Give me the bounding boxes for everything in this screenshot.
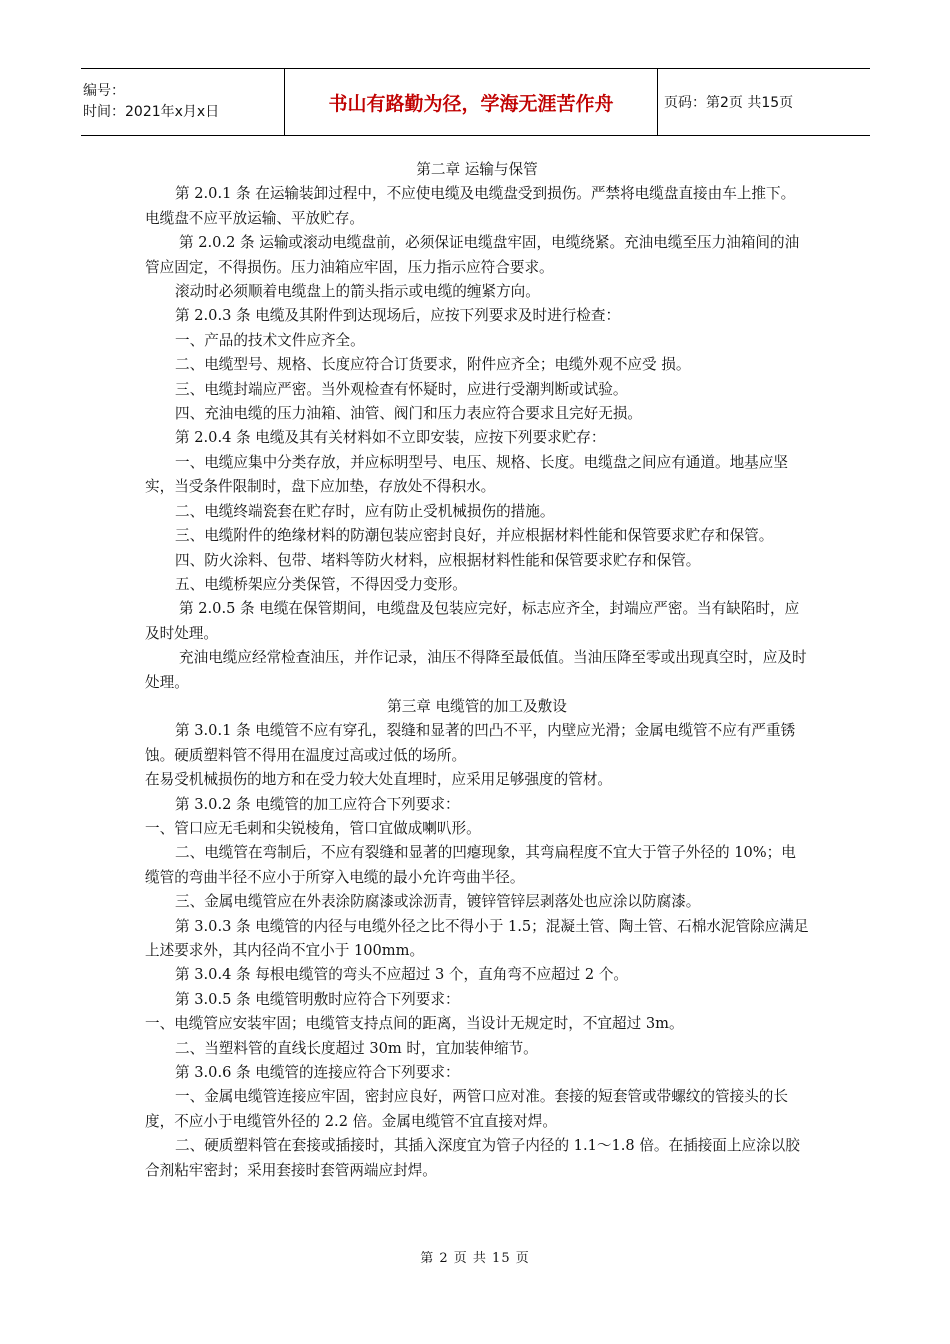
paragraph: 三、电缆封端应严密。当外观检查有怀疑时，应进行受潮判断或试验。 (175, 380, 628, 398)
paragraph: 三、金属电缆管应在外表涂防腐漆或涂沥青，镀锌管锌层剥落处也应涂以防腐漆。 (175, 893, 701, 911)
paragraph: 二、当塑料管的直线长度超过 30m 时，宜加装伸缩节。 (175, 1039, 538, 1057)
paragraph: 第 2.0.1 条 在运输装卸过程中，不应使电缆及电缆盘受到损伤。严禁将电缆盘直接由车上推下。电缆盘不应平放运输、平放贮存。 (145, 185, 796, 227)
paragraph: 五、电缆桥架应分类保管，不得因受力变形。 (175, 575, 467, 593)
paragraph: 第 3.0.5 条 电缆管明敷时应符合下列要求： (175, 990, 460, 1008)
document-number-label: 编号： (83, 83, 125, 99)
paragraph: 三、电缆附件的绝缘材料的防潮包装应密封良好，并应根据材料性能和保管要求贮存和保管。 (175, 527, 774, 545)
paragraph: 充油电缆应经常检查油压，并作记录，油压不得降至最低值。当油压降至零或出现真空时，应及时处理。 (145, 649, 807, 691)
paragraph: 二、硬质塑料管在套接或插接时，其插入深度宜为管子内径的 1.1～1.8 倍。在插接面上应涂以胶合剂粘牢密封；采用套接时套管两端应封焊。 (145, 1137, 800, 1179)
paragraph: 四、充油电缆的压力油箱、油管、阀门和压力表应符合要求且完好无损。 (175, 405, 643, 423)
paragraph: 二、电缆终端瓷套在贮存时，应有防止受机械损伤的措施。 (175, 502, 555, 520)
paragraph: 滚动时必须顺着电缆盘上的箭头指示或电缆的缠紧方向。 (175, 283, 540, 301)
paragraph: 二、电缆型号、规格、长度应符合订货要求，附件应齐全；电缆外观不应受 损。 (175, 356, 691, 374)
paragraph: 一、电缆应集中分类存放，并应标明型号、电压、规格、长度。电缆盘之间应有通道。地基应坚实，当受条件限制时，盘下应加垫，存放处不得积水。 (145, 453, 788, 496)
paragraph: 第 3.0.2 条 电缆管的加工应符合下列要求： (175, 795, 460, 813)
paragraph: 四、防火涂料、包带、堵料等防火材料，应根据材料性能和保管要求贮存和保管。 (175, 551, 701, 569)
document-date: 时间：2021年x月x日 (83, 104, 220, 120)
paragraph: 第 2.0.3 条 电缆及其附件到达现场后，应按下列要求及时进行检查： (175, 307, 621, 325)
document-body (145, 158, 809, 1183)
paragraph: 第 2.0.5 条 电缆在保管期间，电缆盘及包装应完好，标志应齐全，封端应严密。当有缺陷时，应及时处理。 (145, 600, 800, 642)
paragraph: 第 2.0.2 条 运输或滚动电缆盘前，必须保证电缆盘牢固，电缆绕紧。充油电缆至压力油箱间的油管应固定，不得损伤。压力油箱应牢固，压力指示应符合要求。 (145, 234, 800, 276)
paragraph: 第 3.0.3 条 电缆管的内径与电缆外径之比不得小于 1.5；混凝土管、陶土管、石棉水泥管除应满足上述要求外，其内径尚不宜小于 100mm。 (145, 917, 809, 959)
paragraph: 第 2.0.4 条 电缆及其有关材料如不立即安装，应按下列要求贮存： (175, 429, 606, 447)
paragraph: 一、金属电缆管连接应牢固，密封应良好，两管口应对准。套接的短套管或带螺纹的管接头的长度，不应小于电缆管外径的 2.2 倍。金属电缆管不宜直接对焊。 (145, 1088, 788, 1130)
paragraph: 第 3.0.6 条 电缆管的连接应符合下列要求： (175, 1064, 460, 1082)
paragraph: 第 3.0.4 条 每根电缆管的弯头不应超过 3 个，直角弯不应超过 2 个。 (175, 966, 629, 984)
chapter-title: 第三章 电缆管的加工及敷设 (387, 697, 567, 715)
page-footer: 第 2 页 共 15 页 (420, 1251, 530, 1266)
paragraph: 一、产品的技术文件应齐全。 (175, 331, 365, 349)
paragraph: 一、管口应无毛刺和尖锐棱角，管口宜做成喇叭形。 (145, 819, 481, 837)
header-page-info: 页码：第2页 共15页 (658, 69, 871, 136)
paragraph: 在易受机械损伤的地方和在受力较大处直埋时，应采用足够强度的管材。 (145, 771, 613, 789)
chapter-title: 第二章 运输与保管 (416, 161, 538, 178)
header-motto: 书山有路勤为径，学海无涯苦作舟 (285, 69, 658, 136)
paragraph: 二、电缆管在弯制后，不应有裂缝和显著的凹瘪现象，其弯扁程度不宜大于管子外径的 10%；电缆管的弯曲半径不应小于所穿入电缆的最小允许弯曲半径。 (145, 844, 796, 886)
paragraph: 一、电缆管应安装牢固；电缆管支持点间的距离，当设计无规定时，不宜超过 3m。 (145, 1015, 684, 1033)
paragraph: 第 3.0.1 条 电缆管不应有穿孔，裂缝和显著的凹凸不平，内壁应光滑；金属电缆管不应有严重锈蚀。硬质塑料管不得用在温度过高或过低的场所。 (145, 722, 796, 764)
document-header (81, 68, 870, 136)
header-meta-cell (81, 69, 285, 136)
